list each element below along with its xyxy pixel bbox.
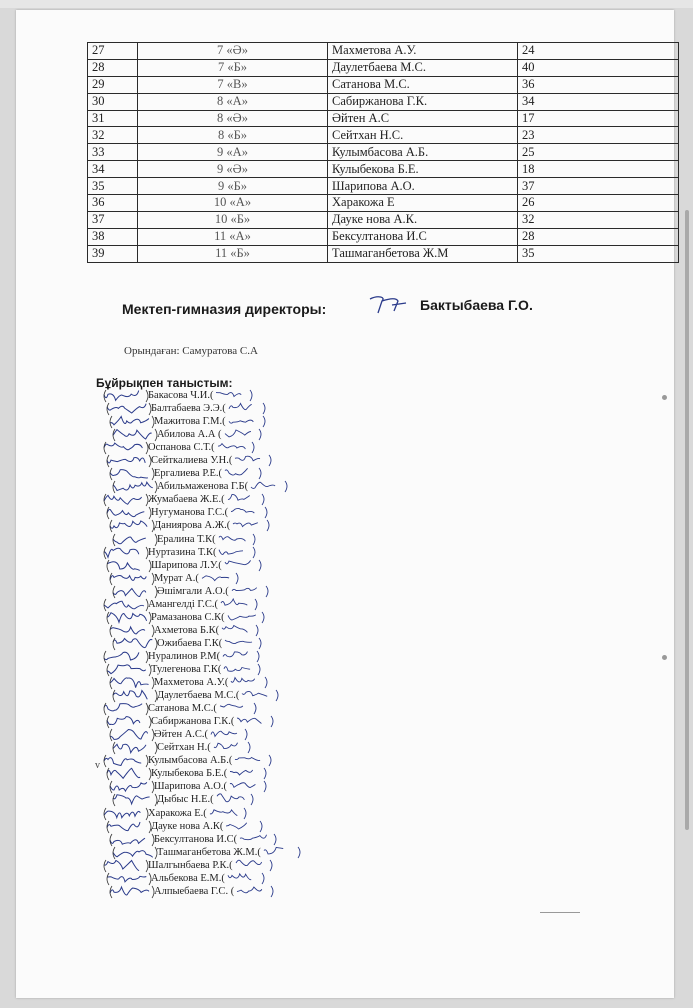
acknowledgement-name: Жумабаева Ж.Е.( [148,494,225,506]
director-name: Бактыбаева Г.О. [420,297,533,313]
assignment-table [87,42,679,263]
signature-date [227,402,267,415]
acknowledgement-name: Ергалиева Р.Е.( [154,468,223,480]
row-teacher: Махметова А.У. [328,43,518,60]
acknowledgement-row [98,585,348,598]
acknowledgement-name: Харакожа Е.( [148,807,207,819]
row-class: 8 «Б» [138,127,328,144]
signature-date [229,506,269,519]
acknowledgement-row [98,637,348,650]
signature [102,859,150,873]
row-count: 25 [518,144,679,161]
signature [102,493,150,507]
row-number: 35 [88,178,138,195]
signature-date [226,611,266,624]
row-number: 31 [88,110,138,127]
row-class: 11 «А» [138,228,328,245]
signature [105,663,153,677]
acknowledgement-name: Абильмаженова Г.Б( [157,481,249,493]
acknowledgement-name: Оспанова С.Т.( [148,442,215,454]
acknowledgement-row [98,415,348,428]
acknowledgement-name: Тулегенова Г.К( [151,663,222,675]
row-count: 26 [518,195,679,212]
row-class: 10 «А» [138,195,328,212]
signature-date [240,689,280,702]
row-class: 9 «А» [138,144,328,161]
acknowledgement-row [98,480,348,493]
signature [102,650,150,664]
signature [108,624,156,638]
table-row [88,43,679,60]
row-teacher: Сейтхан Н.С. [328,127,518,144]
acknowledgement-name: Шалгынбаева Р.К.( [148,859,233,871]
acknowledgement-name: Дауке нова А.К( [151,820,224,832]
acknowledgement-row [98,428,348,441]
table-row [88,127,679,144]
acknowledgement-row [98,702,348,715]
signature-date [228,767,268,780]
signature [108,467,156,481]
table-row [88,228,679,245]
acknowledgement-name: Махметова А.У.( [154,677,229,689]
table-row [88,211,679,228]
row-number: 38 [88,228,138,245]
row-count: 28 [518,228,679,245]
signature-date [229,676,269,689]
acknowledgement-name: Ташмаганбетова Ж.М.( [157,846,261,858]
acknowledgement-row [98,519,348,532]
punch-hole-mark [662,655,667,660]
row-class: 7 «В» [138,76,328,93]
row-class: 10 «Б» [138,211,328,228]
signature-date [238,833,278,846]
table-row [88,144,679,161]
signature [111,846,159,860]
acknowledgement-name: Амангелді Г.С.( [148,598,219,610]
signature-date [217,533,257,546]
signature [108,415,156,429]
signature-date [223,428,263,441]
acknowledgement-row [98,389,348,402]
acknowledgement-name: Сейтхан Н.( [157,742,211,754]
signature [111,585,159,599]
acknowledgement-row [98,624,348,637]
acknowledgement-row [98,754,348,767]
acknowledgement-row [98,885,348,898]
acknowledgement-name: Альбекова Е.М.( [151,872,225,884]
signature [108,780,156,794]
row-teacher: Харакожа Е [328,195,518,212]
row-count: 37 [518,178,679,195]
signature-date [220,624,260,637]
acknowledgement-name: Кулыбекова Б.Е.( [151,768,228,780]
signature [105,767,153,781]
signature [108,676,156,690]
top-status-bar [0,0,693,8]
row-number: 36 [88,195,138,212]
signature-date [212,741,252,754]
signature [105,402,153,416]
acknowledgement-name: Алпыебаева Г.С. ( [154,885,235,897]
table-row [88,93,679,110]
signature-date [208,807,248,820]
signature-date [235,715,275,728]
row-number: 32 [88,127,138,144]
acknowledgement-row [98,741,348,754]
signature-date [223,637,263,650]
acknowledgement-name: Сатанова М.С.( [148,703,217,715]
row-teacher: Сабиржанова Г.К. [328,93,518,110]
fold-line [540,912,580,913]
row-teacher: Ташмаганбетова Ж.М [328,245,518,262]
acknowledgement-row [98,859,348,872]
acknowledgement-name: Нуралинов Р.М( [148,650,221,662]
row-number: 28 [88,59,138,76]
row-number: 37 [88,211,138,228]
signature [102,441,150,455]
acknowledgement-name: Бакасова Ч.И.( [148,390,214,401]
acknowledgement-row [98,493,348,506]
acknowledgement-row [98,689,348,702]
row-class: 8 «Ә» [138,110,328,127]
signature-date [217,546,257,559]
row-count: 24 [518,43,679,60]
signature-date [230,585,270,598]
signature-date [228,780,268,793]
signature-date [233,454,273,467]
row-class: 9 «Ә» [138,161,328,178]
acknowledgement-row [98,820,348,833]
acknowledgement-name: Ожибаева Г.К( [157,637,223,649]
signature [102,754,150,768]
row-class: 9 «Б» [138,178,328,195]
signature [108,885,156,899]
scrollbar[interactable] [685,210,689,830]
signature [111,480,159,494]
signature-date [249,480,289,493]
acknowledgement-name: Даниярова А.Ж.( [154,520,231,532]
acknowledgement-name: Бексултанова И.С( [154,833,238,845]
acknowledgement-row [98,846,348,859]
row-teacher: Сатанова М.С. [328,76,518,93]
signature [108,728,156,742]
signature [111,689,159,703]
acknowledgement-row [98,402,348,415]
signature [111,533,159,547]
director-signature [368,293,410,317]
acknowledgement-list [98,389,348,898]
row-number: 33 [88,144,138,161]
row-class: 7 «Б» [138,59,328,76]
row-teacher: Әйтен А.С [328,110,518,127]
acknowledgement-row [98,467,348,480]
acknowledgement-row [98,546,348,559]
signature-date [226,872,266,885]
row-teacher: Дауке нова А.К. [328,211,518,228]
row-number: 27 [88,43,138,60]
acknowledgement-name: Кулымбасова А.Б.( [148,755,233,767]
signature-date [224,820,264,833]
row-count: 34 [518,93,679,110]
acknowledgement-row [98,728,348,741]
signature [108,833,156,847]
signature-date [262,846,302,859]
signature [105,506,153,520]
acknowledgement-name: Дыбыс Н.Е.( [157,794,214,806]
acknowledgement-row [98,676,348,689]
signature [105,454,153,468]
acknowledgement-row [98,780,348,793]
acknowledgement-name: Балтабаева Э.Э.( [151,403,226,415]
signature-date [216,441,256,454]
row-teacher: Даулетбаева М.С. [328,59,518,76]
signature [108,519,156,533]
signature [102,389,150,403]
row-class: 11 «Б» [138,245,328,262]
signature [102,546,150,560]
row-count: 23 [518,127,679,144]
table-row [88,161,679,178]
acknowledgement-row [98,872,348,885]
acknowledgement-name: Рамазанова С.К( [151,611,225,623]
row-class: 8 «А» [138,93,328,110]
signature [105,715,153,729]
signature-date [223,467,263,480]
signature-date [200,572,240,585]
signature-date [221,650,261,663]
signature-date [234,859,274,872]
acknowledgement-name: Мурат А.( [154,572,199,584]
signature [105,611,153,625]
signature [105,559,153,573]
director-label: Мектеп-гимназия директоры: [122,301,327,317]
row-number: 29 [88,76,138,93]
table-row [88,195,679,212]
acknowledgement-name: Шарипова А.О.( [154,781,228,793]
signature-date [215,793,255,806]
acknowledgement-row [98,663,348,676]
signature-date [231,519,271,532]
row-class: 7 «Ә» [138,43,328,60]
signature [111,793,159,807]
acknowledgement-row [98,611,348,624]
row-number: 34 [88,161,138,178]
row-teacher: Кулымбасова А.Б. [328,144,518,161]
signature-date [226,493,266,506]
acknowledgement-row [98,793,348,806]
row-count: 40 [518,59,679,76]
signature-date [209,728,249,741]
signature-date [219,598,259,611]
signature-date [235,885,275,898]
row-teacher: Бексултанова И.С [328,228,518,245]
signature [111,637,159,651]
acknowledgement-name: Нуртазина Т.К( [148,546,217,558]
signature-date [222,663,262,676]
row-number: 30 [88,93,138,110]
signature-date [223,559,263,572]
acknowledgement-row [98,572,348,585]
acknowledgement-row [98,441,348,454]
acknowledgement-row [98,767,348,780]
signature [102,807,150,821]
row-number: 39 [88,245,138,262]
acknowledgement-name: Даулетбаева М.С.( [157,690,240,702]
acknowledgement-name: Сабиржанова Г.К.( [151,716,235,728]
signature [111,741,159,755]
acknowledgement-name: Ералина Т.К( [157,533,216,545]
signature [105,872,153,886]
acknowledgement-name: Нугуманова Г.С.( [151,507,229,519]
signature-date [227,415,267,428]
signature [105,820,153,834]
acknowledgement-name: Сейткалиева У.Н.( [151,455,233,467]
row-count: 35 [518,245,679,262]
row-teacher: Шарипова А.О. [328,178,518,195]
acknowledgement-name: Шарипова Л.У.( [151,559,222,571]
row-count: 18 [518,161,679,178]
acknowledgement-name: Ахметова Б.К( [154,624,220,636]
acknowledgement-name: Мажитова Г.М.( [154,416,226,428]
acknowledgement-name: Әшімгали А.О.( [157,585,229,597]
acknowledgement-row [98,650,348,663]
acknowledgement-row [98,506,348,519]
acknowledgement-row [98,807,348,820]
acknowledgement-title: Бұйрықпен таныстым: [96,376,233,390]
acknowledgement-name: Әйтен А.С.( [154,729,209,741]
signature [102,702,150,716]
signature-date [214,389,254,402]
row-count: 36 [518,76,679,93]
signature [108,572,156,586]
signature [102,598,150,612]
acknowledgement-row [98,833,348,846]
acknowledgement-row [98,454,348,467]
acknowledgement-name: Абилова А.А ( [157,429,222,441]
table-row [88,59,679,76]
signature-date [218,702,258,715]
table-row [88,178,679,195]
row-teacher: Кулыбекова Б.Е. [328,161,518,178]
signature-date [233,754,273,767]
signature [111,428,159,442]
table-row [88,245,679,262]
acknowledgement-row [98,559,348,572]
acknowledgement-row [98,715,348,728]
row-count: 32 [518,211,679,228]
row-count: 17 [518,110,679,127]
punch-hole-mark [662,395,667,400]
table-row [88,76,679,93]
acknowledgement-row [98,533,348,546]
executor-line: Орындаған: Самуратова С.А [124,345,258,357]
acknowledgement-row [98,598,348,611]
table-row [88,110,679,127]
margin-mark: v [95,760,100,771]
